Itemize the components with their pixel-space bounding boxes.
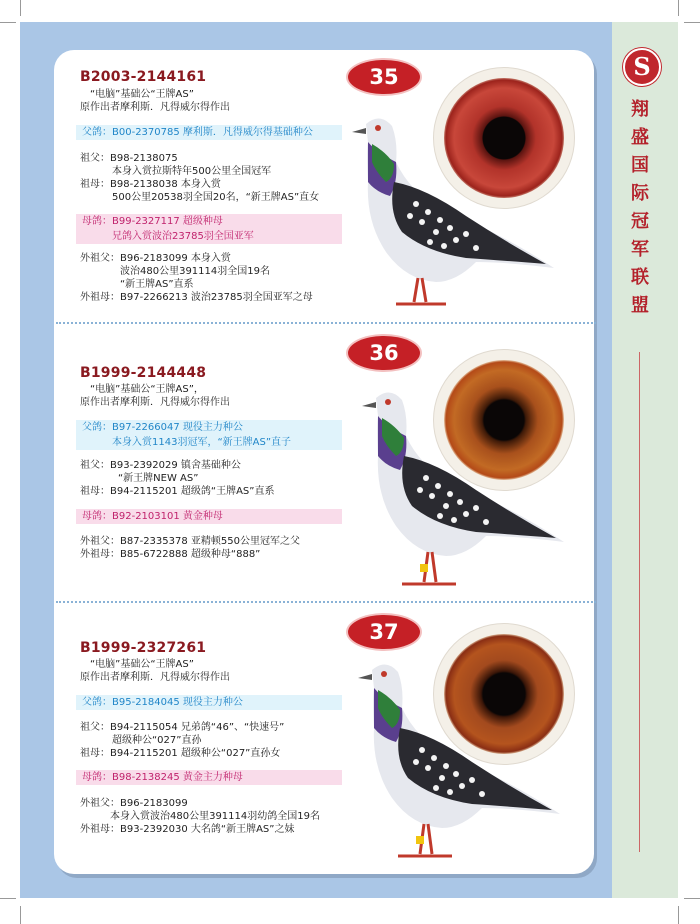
ring-number: B2003-2144161 — [80, 69, 207, 85]
ring-number: B1999-2327261 — [80, 640, 207, 656]
grandfather-detail: “新王牌NEW AS” — [118, 473, 199, 484]
father-line: 父鸽：B97-2266047 现役主力种公 — [82, 422, 243, 433]
pigeon-entry — [0, 610, 700, 880]
crop-mark — [20, 906, 21, 924]
entry-number-badge: 37 — [348, 615, 420, 649]
maternal-grandfather-line: 外祖父：B96-2183099 本身入赏 — [80, 253, 231, 264]
pigeon-photo — [352, 658, 562, 868]
ring-number: B1999-2144448 — [80, 365, 207, 381]
grandfather-detail: 本身入赏拉斯特年500公里全国冠军 — [112, 166, 272, 177]
maternal-grandfather-detail: 波治480公里391114羽全国19名 — [120, 266, 270, 277]
subtitle: “电脑”基础公“王牌AS”， — [90, 384, 204, 395]
pigeon-entry — [0, 332, 700, 602]
mother-bar: 母鸽：B98-2138245 黄金主力种母 — [76, 770, 342, 785]
pigeon-photo — [346, 112, 556, 312]
grandfather-line: 祖父：B94-2115054 兄弟鸽“46”、“快速号” — [80, 722, 285, 733]
maternal-grandfather-detail: 本身入赏波治480公里391114羽幼鸽全国19名 — [110, 811, 320, 822]
brand-logo: S — [623, 48, 661, 86]
maternal-grandmother-line: 外祖母：B93-2392030 大名鸽“新王牌AS”之妹 — [80, 824, 295, 835]
crop-mark — [20, 0, 21, 16]
author-line: 原作出者摩利斯．凡得威尔得作出 — [80, 672, 230, 683]
crop-mark — [678, 906, 679, 924]
maternal-grandfather-line: 外祖父：B87-2335378 亚精顿550公里冠军之父 — [80, 536, 300, 547]
entry-number-badge: 36 — [348, 336, 420, 370]
mother-detail: 兄鸽入赏波治23785羽全国亚军 — [112, 231, 254, 242]
maternal-grandmother-line: 外祖母：B97-2266213 波治23785羽全国亚军之母 — [80, 292, 313, 303]
entry-number-badge: 35 — [348, 60, 420, 94]
mother-bar: 母鸽：B92-2103101 黄金种母 — [76, 509, 342, 524]
crop-mark — [678, 0, 679, 16]
author-line: 原作出者摩利斯．凡得威尔得作出 — [80, 397, 230, 408]
grandmother-line: 祖母：B94-2115201 超级鸽“王牌AS”直系 — [80, 486, 275, 497]
pigeon-photo — [356, 386, 566, 596]
grandmother-line: 祖母：B94-2115201 超级种公“027”直孙女 — [80, 748, 281, 759]
grandfather-line: 祖父：B98-2138075 — [80, 153, 178, 164]
brand-vertical-title: 翔盛国际冠军联盟 — [631, 99, 649, 316]
author-line: 原作出者摩利斯．凡得威尔得作出 — [80, 102, 230, 113]
mother-bar — [76, 214, 342, 244]
crop-mark — [0, 22, 16, 23]
pigeon-entry — [0, 52, 700, 322]
father-detail: 本身入赏1143羽冠军，“新王牌AS”直子 — [112, 437, 291, 448]
crop-mark — [684, 898, 700, 899]
section-divider — [56, 322, 596, 324]
subtitle: “电脑”基础公“王牌AS” — [90, 89, 194, 100]
crop-mark — [0, 898, 16, 899]
maternal-grandfather-detail: “新王牌AS”直系 — [120, 279, 194, 290]
father-bar: 父鸽：B00-2370785 摩利斯．凡得威尔得基础种公 — [76, 125, 342, 140]
crop-mark — [684, 22, 700, 23]
subtitle: “电脑”基础公“王牌AS” — [90, 659, 194, 670]
grandfather-detail: 超级种公“027”直孙 — [112, 735, 202, 746]
maternal-grandfather-line: 外祖父：B96-2183099 — [80, 798, 188, 809]
maternal-grandmother-line: 外祖母：B85-6722888 超级种母“888” — [80, 549, 261, 560]
grandmother-line: 祖母：B98-2138038 本身入赏 — [80, 179, 221, 190]
mother-line: 母鸽：B99-2327117 超级种母 — [82, 216, 223, 227]
father-bar — [76, 420, 342, 450]
grandfather-line: 祖父：B93-2392029 镇舍基础种公 — [80, 460, 241, 471]
father-bar: 父鸽：B95-2184045 现役主力种公 — [76, 695, 342, 710]
grandmother-detail: 500公里20538羽全国20名，“新王牌AS”直女 — [112, 192, 320, 203]
